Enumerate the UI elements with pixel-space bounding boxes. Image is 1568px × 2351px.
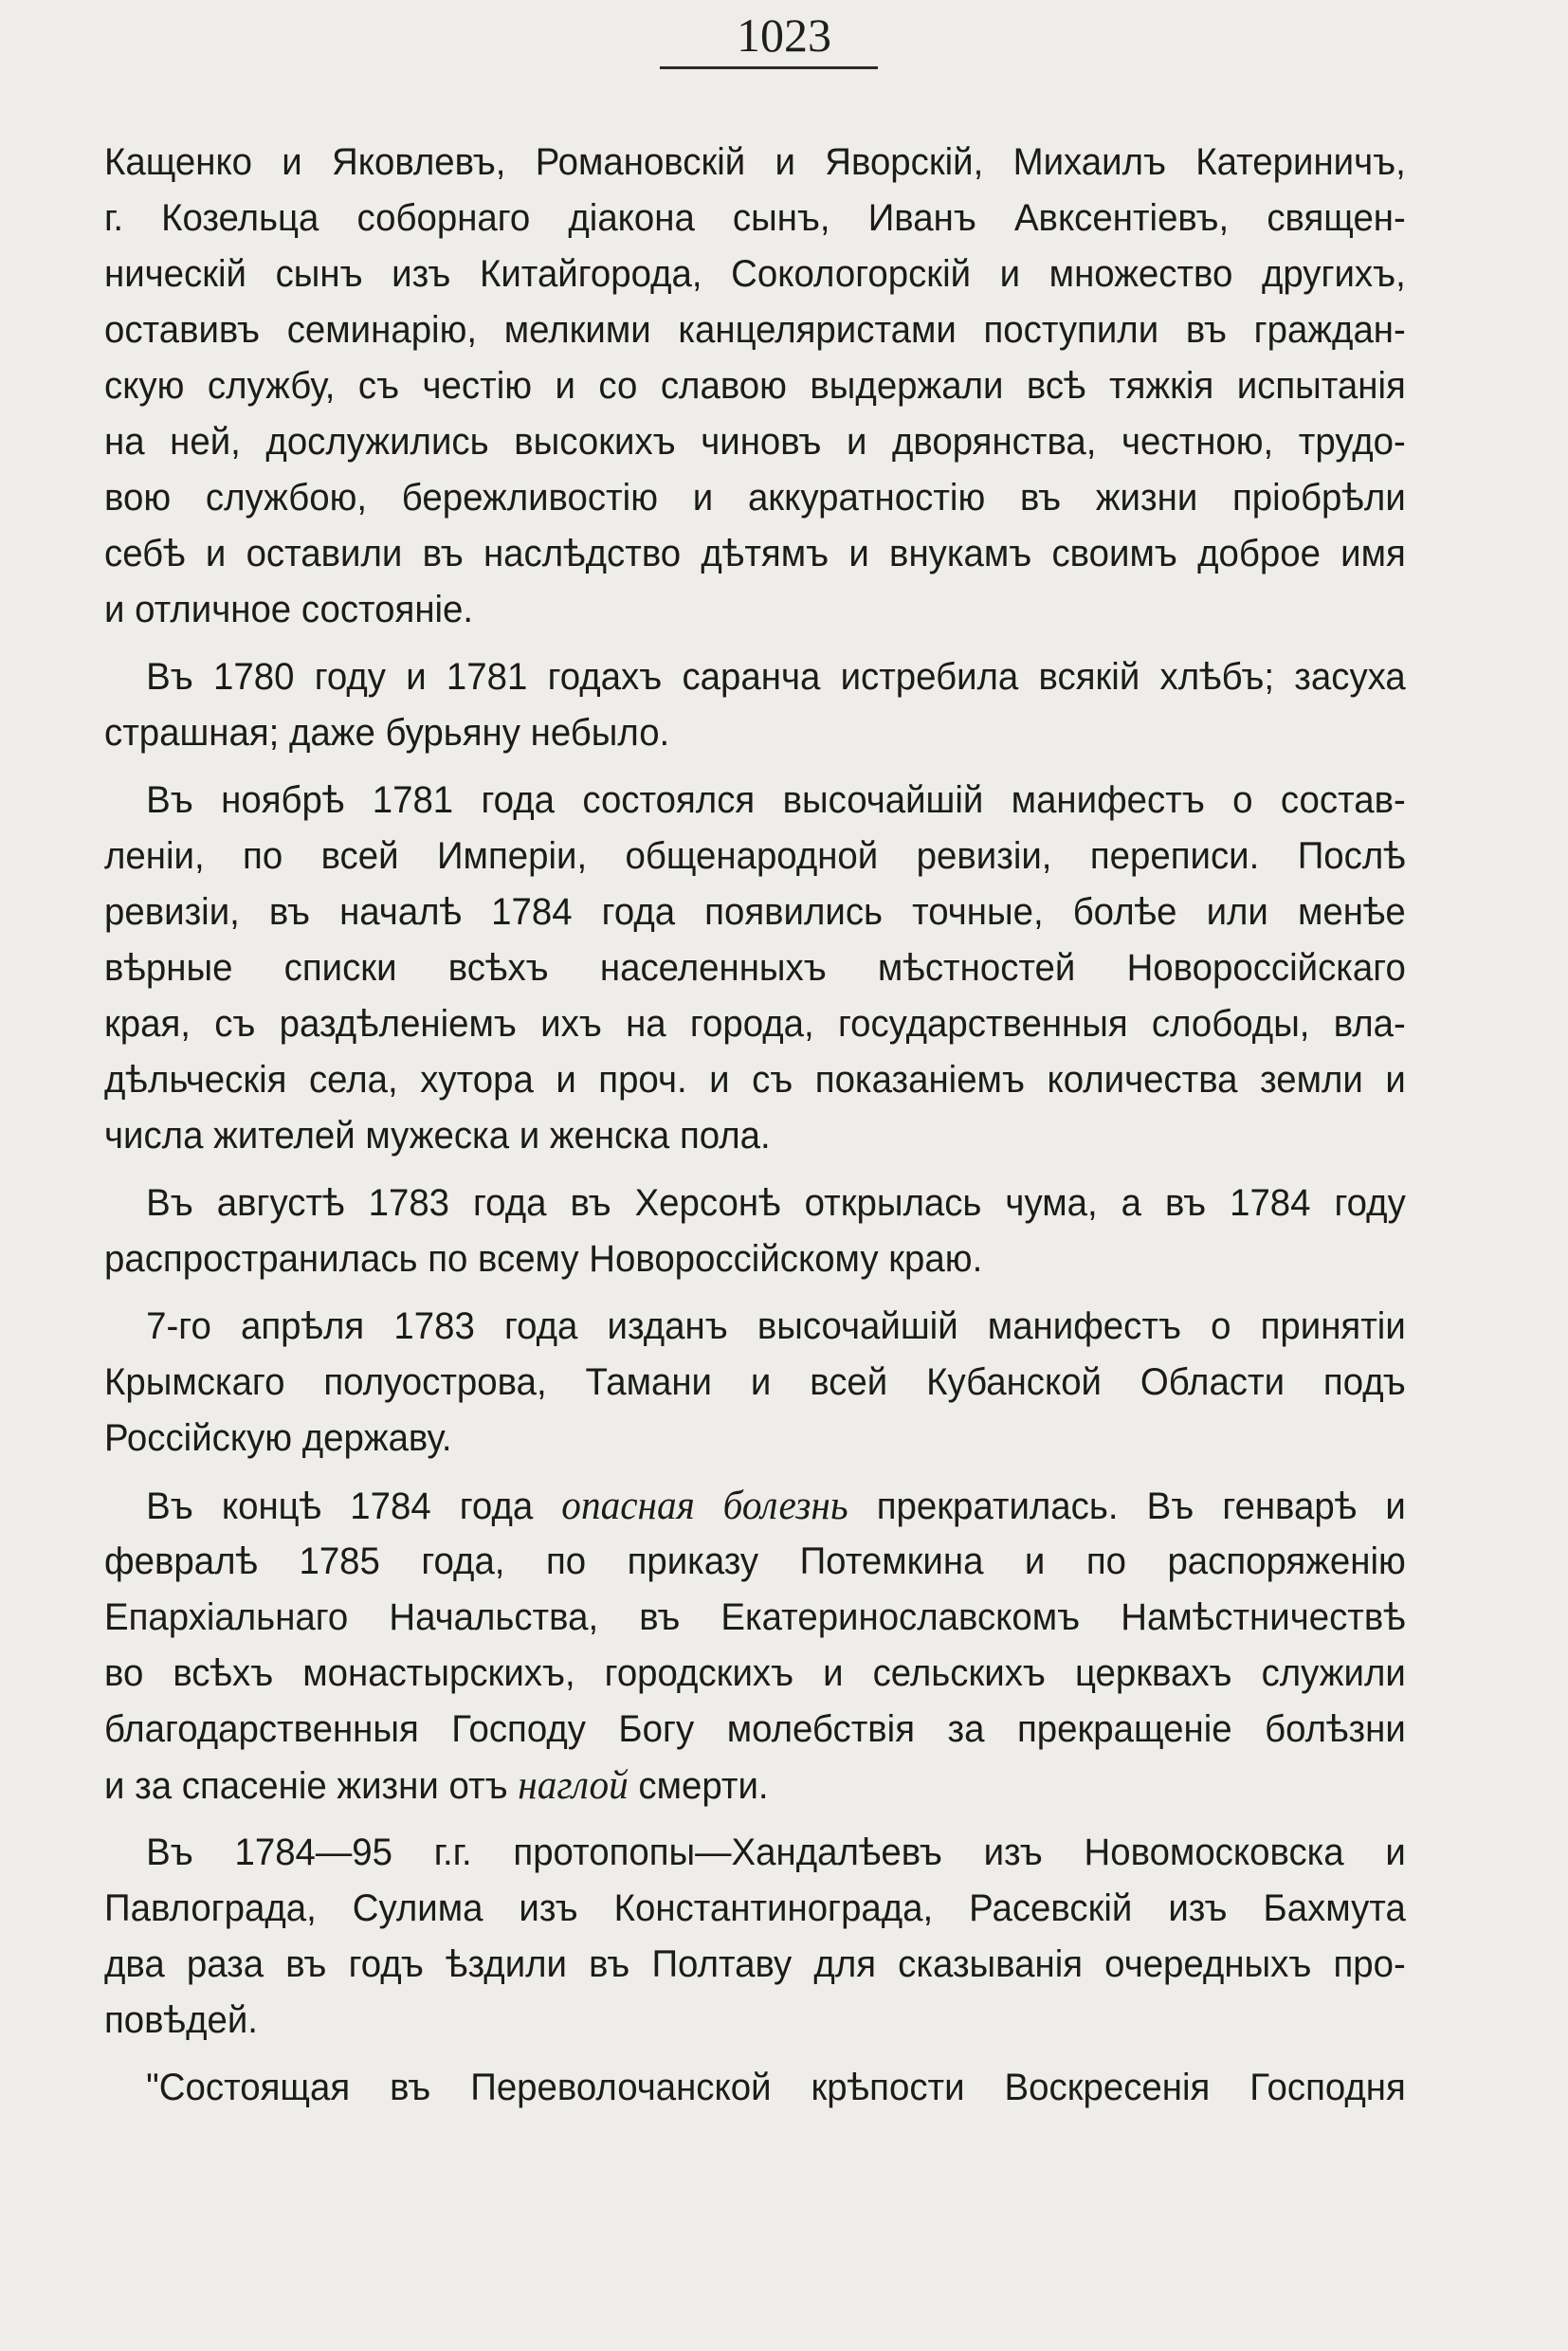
text-line: благодарственныя Господу Богу молебствія за прекращеніе болѣзни bbox=[104, 1708, 1406, 1750]
text-line: Крымскаго полуострова, Тамани и всей Кубанской Области подъ bbox=[104, 1361, 1406, 1403]
paragraph bbox=[104, 1176, 1406, 1287]
text-line: ревизіи, въ началѣ 1784 года появились точные, болѣе или менѣе bbox=[104, 891, 1406, 933]
text-line: Въ ноябрѣ 1781 года состоялся высочайшій манифестъ о состав- bbox=[146, 779, 1406, 821]
paragraph bbox=[104, 1299, 1406, 1467]
text-line: "Состоящая въ Переволочанской крѣпости Воскресенія Господня bbox=[146, 2067, 1406, 2108]
text-line: Павлограда, Сулима изъ Константинограда, Расевскій изъ Бахмута bbox=[104, 1887, 1406, 1929]
text-run: смерти. bbox=[628, 1765, 769, 1807]
italic-phrase: опасная болезнь bbox=[561, 1484, 848, 1528]
text-line: вѣрные списки всѣхъ населенныхъ мѣстностей Новороссійскаго bbox=[104, 947, 1406, 989]
paragraph bbox=[104, 2060, 1406, 2116]
text-run: и за спасеніе жизни отъ bbox=[104, 1765, 519, 1807]
text-line bbox=[104, 1758, 1406, 1813]
text-line: распространилась по всему Новороссійскому краю. bbox=[104, 1238, 983, 1280]
text-line bbox=[104, 1478, 1406, 1534]
italic-phrase: наглой bbox=[518, 1763, 629, 1808]
page-number: 1023 bbox=[737, 9, 831, 62]
page-number-underline bbox=[660, 66, 878, 69]
text-line: себѣ и оставили въ наслѣдство дѣтямъ и внукамъ своимъ доброе имя bbox=[104, 533, 1406, 574]
text-line: края, съ раздѣленіемъ ихъ на города, государственныя слободы, вла- bbox=[104, 1003, 1406, 1045]
text-line: во всѣхъ монастырскихъ, городскихъ и сельскихъ церквахъ служили bbox=[104, 1652, 1406, 1694]
paragraph bbox=[104, 1825, 1406, 2049]
text-line: г. Козельца соборнаго діакона сынъ, Иванъ Авксентіевъ, священ- bbox=[104, 197, 1406, 239]
paragraph bbox=[104, 773, 1406, 1164]
text-line: страшная; даже бурьяну небыло. bbox=[104, 712, 670, 754]
text-line: леніи, по всей Имперіи, общенародной ревизіи, переписи. Послѣ bbox=[104, 835, 1406, 877]
text-column bbox=[104, 135, 1406, 2116]
text-line: два раза въ годъ ѣздили въ Полтаву для сказыванія очередныхъ про- bbox=[104, 1943, 1406, 1985]
text-line: и отличное состояніе. bbox=[104, 589, 474, 630]
paragraph bbox=[104, 135, 1406, 638]
text-line: дѣльческія села, хутора и проч. и съ показаніемъ количества земли и bbox=[104, 1059, 1406, 1101]
text-run: прекратилась. Въ генварѣ и bbox=[848, 1485, 1406, 1527]
paragraph bbox=[104, 1478, 1406, 1813]
text-line: ническій сынъ изъ Китайгорода, Сокологорскій и множество другихъ, bbox=[104, 253, 1406, 295]
text-line: скую службу, съ честію и со славою выдержали всѣ тяжкія испытанія bbox=[104, 365, 1406, 407]
text-line: Кащенко и Яковлевъ, Романовскій и Яворскій, Михаилъ Катериничъ, bbox=[104, 141, 1406, 183]
text-line: Россійскую державу. bbox=[104, 1417, 452, 1459]
text-line: Въ 1780 году и 1781 годахъ саранча истребила всякій хлѣбъ; засуха bbox=[146, 656, 1406, 698]
text-line: повѣдей. bbox=[104, 1999, 258, 2041]
text-line: на ней, дослужились высокихъ чиновъ и дворянства, честною, трудо- bbox=[104, 421, 1406, 463]
text-line: Епархіальнаго Начальства, въ Екатеринославскомъ Намѣстничествѣ bbox=[104, 1596, 1406, 1638]
text-line: Въ августѣ 1783 года въ Херсонѣ открылась чума, а въ 1784 году bbox=[146, 1182, 1406, 1224]
text-line: 7-го апрѣля 1783 года изданъ высочайшій манифестъ о принятіи bbox=[146, 1305, 1406, 1347]
paragraph bbox=[104, 649, 1406, 761]
text-line: февралѣ 1785 года, по приказу Потемкина и по распоряженію bbox=[104, 1540, 1406, 1582]
text-run: Въ концѣ 1784 года bbox=[146, 1485, 562, 1527]
text-line: Въ 1784—95 г.г. протопопы—Хандалѣевъ изъ Новомосковска и bbox=[146, 1832, 1406, 1873]
text-line: вою службою, бережливостію и аккуратностію въ жизни пріобрѣли bbox=[104, 477, 1406, 519]
text-line: оставивъ семинарію, мелкими канцеляристами поступили въ граждан- bbox=[104, 309, 1406, 351]
text-line: числа жителей мужеска и женска пола. bbox=[104, 1115, 771, 1157]
